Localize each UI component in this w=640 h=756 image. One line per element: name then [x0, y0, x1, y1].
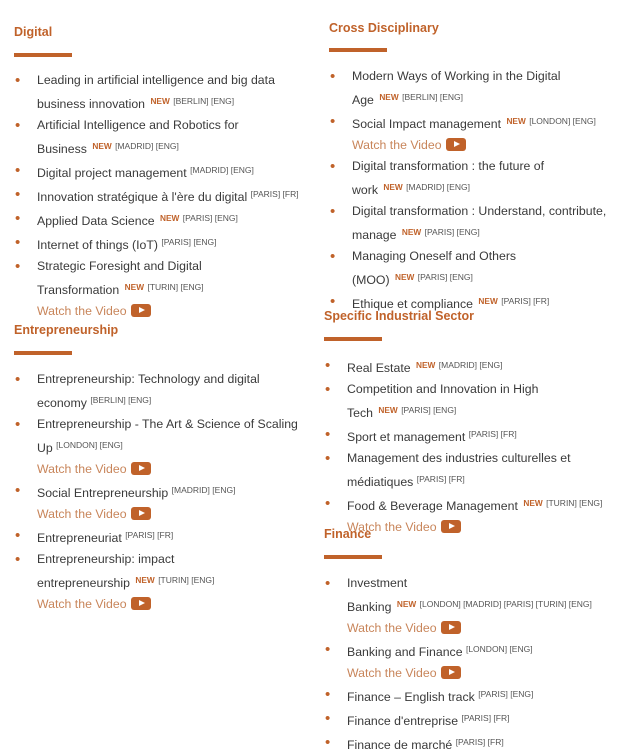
- new-badge: NEW: [478, 296, 498, 306]
- new-badge: NEW: [383, 182, 403, 192]
- course-title-line[interactable]: Ethique et compliance: [352, 297, 473, 311]
- watch-video-label[interactable]: Watch the Video: [347, 666, 437, 680]
- watch-video-link[interactable]: [329, 135, 634, 156]
- course-item[interactable]: [329, 201, 634, 246]
- course-title-line[interactable]: Competition and Innovation in High: [347, 382, 539, 396]
- course-tags: [PARIS] [FR]: [250, 189, 299, 199]
- course-item[interactable]: [14, 256, 314, 301]
- section-title-industrial-sector: Specific Industrial Sector: [324, 309, 475, 323]
- course-title-line[interactable]: entrepreneurship: [37, 576, 130, 590]
- section-divider: [14, 53, 72, 57]
- course-title-line[interactable]: Transformation: [37, 283, 120, 297]
- watch-video-link[interactable]: [14, 301, 314, 322]
- course-item[interactable]: [324, 424, 634, 448]
- course-tags: [MADRID] [ENG]: [406, 182, 470, 192]
- course-item[interactable]: [14, 414, 314, 459]
- course-tags: [PARIS] [ENG]: [182, 213, 238, 223]
- course-title-line[interactable]: Age: [352, 93, 374, 107]
- play-icon[interactable]: [131, 462, 151, 475]
- new-badge: NEW: [523, 498, 543, 508]
- course-tags: [PARIS] [FR]: [125, 530, 174, 540]
- course-item[interactable]: [14, 549, 314, 594]
- course-tags: [PARIS] [FR]: [455, 737, 504, 747]
- watch-video-label[interactable]: Watch the Video: [347, 520, 437, 534]
- course-title-line[interactable]: manage: [352, 228, 397, 242]
- course-item[interactable]: [324, 379, 634, 424]
- course-title-line[interactable]: Management des industries culturelles et: [347, 451, 571, 465]
- new-badge: NEW: [379, 92, 399, 102]
- course-title-line[interactable]: médiatiques: [347, 475, 414, 489]
- course-title-line[interactable]: economy: [37, 396, 87, 410]
- section-divider: [14, 351, 72, 355]
- section-divider: [329, 48, 387, 52]
- course-tags: [LONDON] [ENG]: [56, 440, 123, 450]
- course-title-line[interactable]: Finance d'entreprise: [347, 714, 459, 728]
- course-tags: [TURIN] [ENG]: [158, 575, 215, 585]
- course-item[interactable]: [14, 480, 314, 504]
- new-badge: NEW: [395, 272, 415, 282]
- course-title-line[interactable]: Managing Oneself and Others: [352, 249, 517, 263]
- course-tags: [BERLIN] [ENG]: [90, 395, 152, 405]
- course-title-line[interactable]: Digital transformation : the future of: [352, 159, 545, 173]
- new-badge: NEW: [396, 599, 417, 609]
- watch-video-link[interactable]: [14, 594, 314, 615]
- watch-video-label[interactable]: Watch the Video: [37, 507, 127, 521]
- course-title-line[interactable]: Tech: [347, 406, 373, 420]
- course-item[interactable]: [329, 246, 634, 291]
- course-item[interactable]: [324, 493, 634, 517]
- new-badge: NEW: [124, 282, 145, 292]
- course-title-line[interactable]: Real Estate: [347, 361, 411, 375]
- course-item[interactable]: [329, 111, 634, 135]
- course-tags: [PARIS] [FR]: [468, 429, 517, 439]
- watch-video-label[interactable]: Watch the Video: [37, 597, 127, 611]
- course-title-line[interactable]: Internet of things (IoT): [37, 238, 158, 252]
- play-icon[interactable]: [131, 507, 151, 520]
- new-badge: NEW: [160, 213, 180, 223]
- watch-video-label[interactable]: Watch the Video: [37, 304, 127, 318]
- course-tags: [TURIN] [ENG]: [546, 498, 603, 508]
- course-item[interactable]: [14, 70, 314, 115]
- watch-video-label[interactable]: Watch the Video: [352, 138, 442, 152]
- course-item[interactable]: [324, 684, 634, 708]
- course-title-line[interactable]: Food & Beverage Management: [347, 499, 518, 513]
- course-title-line[interactable]: Leading in artificial intelligence and big data: [37, 73, 275, 87]
- course-tags: [PARIS] [FR]: [416, 474, 465, 484]
- course-title-line[interactable]: Social Entrepreneurship: [37, 486, 169, 500]
- course-tags: [LONDON] [ENG]: [465, 644, 533, 654]
- course-tags: [PARIS] [FR]: [501, 296, 550, 306]
- watch-video-link[interactable]: [324, 663, 634, 684]
- play-icon[interactable]: [131, 304, 151, 317]
- course-item[interactable]: [14, 160, 314, 184]
- course-item[interactable]: [324, 639, 634, 663]
- section-title-finance: Finance: [324, 527, 372, 541]
- course-tags: [PARIS] [FR]: [461, 713, 510, 723]
- new-badge: NEW: [135, 575, 155, 585]
- section-title-cross-disciplinary: Cross Disciplinary: [329, 21, 439, 35]
- course-tags: [LONDON] [ENG]: [529, 116, 596, 126]
- course-title-line[interactable]: Social Impact management: [352, 117, 502, 131]
- course-title-line[interactable]: Strategic Foresight and Digital: [37, 259, 202, 273]
- course-title-line[interactable]: Finance de marché: [347, 738, 453, 752]
- course-title-line[interactable]: Modern Ways of Working in the Digital: [352, 69, 561, 83]
- course-title-line[interactable]: Innovation stratégique à l'ère du digital: [37, 190, 248, 204]
- section-title-entrepreneurship: Entrepreneurship: [14, 323, 119, 337]
- watch-video-label[interactable]: Watch the Video: [37, 462, 127, 476]
- course-item[interactable]: [14, 115, 314, 160]
- section-industrial-sector: [324, 308, 634, 538]
- course-tags: [MADRID] [ENG]: [115, 141, 179, 151]
- course-item[interactable]: [14, 369, 314, 414]
- course-title-line[interactable]: Entrepreneurship: Technology and digital: [37, 372, 260, 386]
- course-item[interactable]: [329, 66, 634, 111]
- course-title-line[interactable]: Artificial Intelligence and Robotics for: [37, 118, 239, 132]
- course-item[interactable]: [324, 355, 634, 379]
- new-badge: NEW: [506, 116, 526, 126]
- section-title-digital: Digital: [14, 25, 53, 39]
- course-item[interactable]: [14, 208, 314, 232]
- course-item[interactable]: [329, 156, 634, 201]
- new-badge: NEW: [416, 360, 436, 370]
- course-tags: [TURIN] [ENG]: [147, 282, 204, 292]
- course-tags: [MADRID] [ENG]: [171, 485, 236, 495]
- course-tags: [BERLIN] [ENG]: [402, 92, 464, 102]
- course-title-line[interactable]: Investment: [347, 576, 408, 590]
- section-entrepreneurship: [14, 322, 314, 615]
- section-digital: [14, 24, 314, 322]
- course-title-line[interactable]: Sport et management: [347, 430, 466, 444]
- course-tags: [MADRID] [ENG]: [190, 165, 254, 175]
- watch-video-link[interactable]: [324, 618, 634, 639]
- new-badge: NEW: [92, 141, 112, 151]
- course-item[interactable]: [324, 732, 634, 756]
- course-title-line[interactable]: Applied Data Science: [37, 214, 155, 228]
- course-title-line[interactable]: business innovation: [37, 97, 146, 111]
- course-title-line[interactable]: Entrepreneuriat: [37, 531, 122, 545]
- course-title-line[interactable]: Banking and Finance: [347, 645, 463, 659]
- course-title-line[interactable]: Entrepreneurship: impact: [37, 552, 175, 566]
- section-cross-disciplinary: [329, 20, 634, 315]
- section-finance: [324, 526, 634, 756]
- play-icon[interactable]: [446, 138, 466, 151]
- course-title-line[interactable]: work: [352, 183, 378, 197]
- play-icon[interactable]: [441, 666, 461, 679]
- course-item[interactable]: [324, 448, 634, 493]
- course-tags: [PARIS] [ENG]: [401, 405, 457, 415]
- course-title-line[interactable]: (MOO): [352, 273, 390, 287]
- new-badge: NEW: [378, 405, 398, 415]
- new-badge: NEW: [401, 227, 422, 237]
- course-item[interactable]: [14, 232, 314, 256]
- play-icon[interactable]: [131, 597, 151, 610]
- course-item[interactable]: [14, 525, 314, 549]
- course-title-line[interactable]: Entrepreneurship - The Art & Science of Scaling: [37, 417, 298, 431]
- course-tags: [PARIS] [ENG]: [417, 272, 473, 282]
- new-badge: NEW: [150, 96, 170, 106]
- watch-video-link[interactable]: [14, 459, 314, 480]
- course-tags: [BERLIN] [ENG]: [173, 96, 235, 106]
- section-divider: [324, 337, 382, 341]
- course-title-line[interactable]: Business: [37, 142, 87, 156]
- course-tags: [LONDON] [MADRID] [PARIS] [TURIN] [ENG]: [419, 599, 592, 609]
- course-title-line[interactable]: Banking: [347, 600, 392, 614]
- course-item[interactable]: [14, 184, 314, 208]
- course-tags: [PARIS] [ENG]: [478, 689, 534, 699]
- course-title-line[interactable]: Digital project management: [37, 166, 187, 180]
- course-title-line[interactable]: Digital transformation : Understand, contribute,: [352, 204, 607, 218]
- section-divider: [324, 555, 382, 559]
- course-title-line[interactable]: Up: [37, 441, 53, 455]
- course-item[interactable]: [324, 708, 634, 732]
- watch-video-label[interactable]: Watch the Video: [347, 621, 437, 635]
- course-item[interactable]: [324, 573, 634, 618]
- course-tags: [PARIS] [ENG]: [424, 227, 480, 237]
- course-tags: [PARIS] [ENG]: [161, 237, 217, 247]
- watch-video-link[interactable]: [14, 504, 314, 525]
- course-title-line[interactable]: Finance – English track: [347, 690, 475, 704]
- play-icon[interactable]: [441, 621, 461, 634]
- course-tags: [MADRID] [ENG]: [438, 360, 503, 370]
